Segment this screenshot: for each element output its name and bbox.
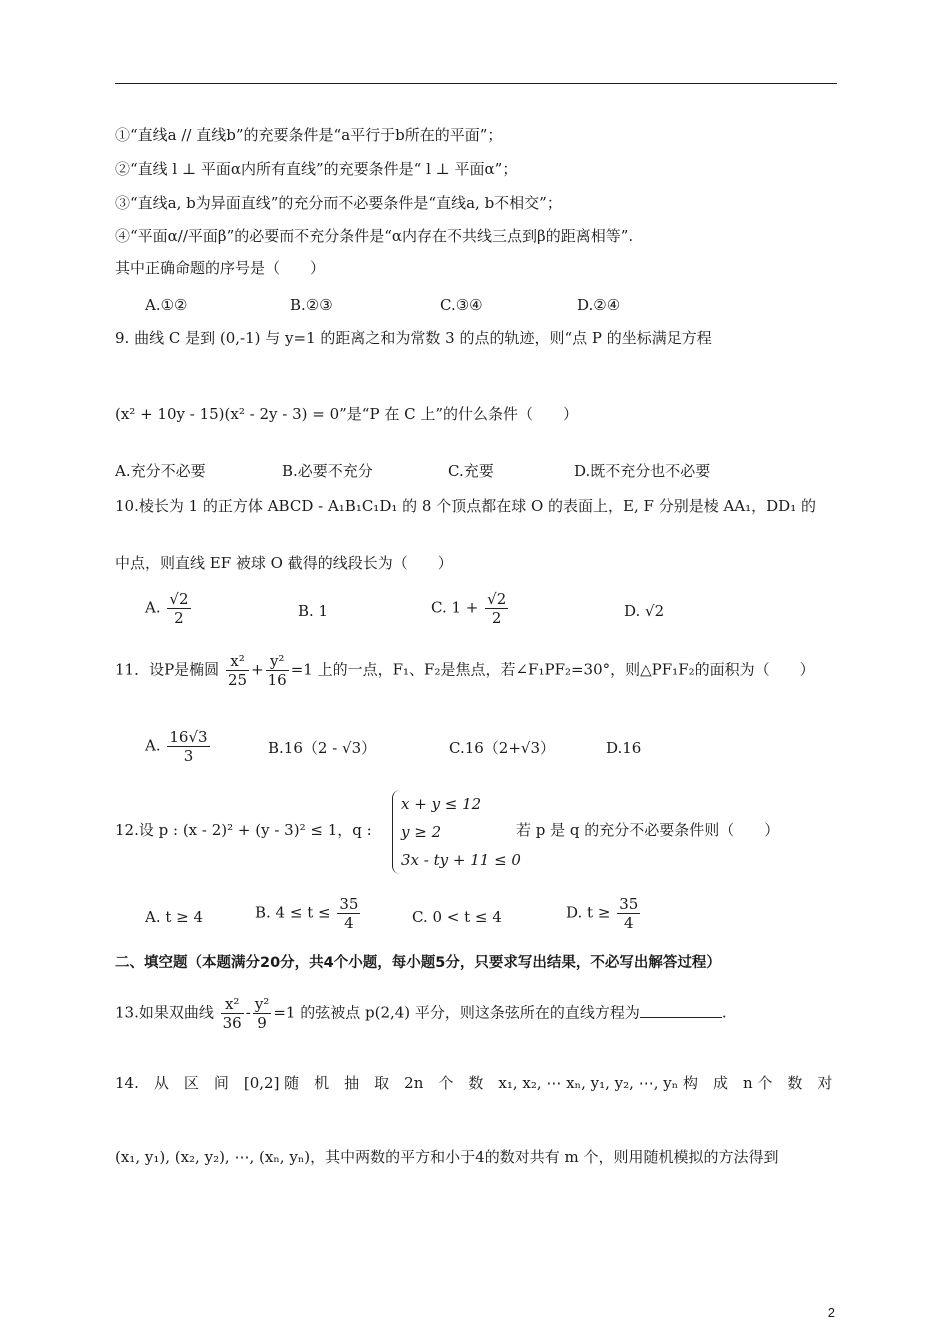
- fraction-numerator: x²: [221, 995, 244, 1014]
- q12-question: 若 p 是 q 的充分不必要条件则（ ）: [516, 821, 780, 839]
- q8-option-b: B.②③: [290, 296, 333, 314]
- q12-option-d-label: D. t ≥: [566, 903, 611, 922]
- q10-option-c: [431, 590, 510, 627]
- q12-option-d: [566, 895, 642, 932]
- fraction-numerator: y²: [266, 652, 289, 671]
- q8-option-d: D.②④: [577, 296, 621, 314]
- statement-1: ①“直线a // 直线b”的充要条件是“a平行于b所在的平面”；: [115, 126, 503, 144]
- fraction-denominator: 2: [491, 609, 502, 627]
- equals-one: =1: [273, 1003, 296, 1022]
- statement-2: ②“直线 l ⊥ 平面α内所有直线”的充要条件是“ l ⊥ 平面α”；: [115, 160, 518, 178]
- q9-option-a: A.充分不必要: [115, 462, 206, 480]
- q10-option-a-fraction: [167, 590, 190, 627]
- q8-option-c: C.③④: [440, 296, 483, 314]
- q13-fraction-x: [221, 995, 244, 1032]
- fraction-denominator: 4: [344, 914, 354, 932]
- fraction-numerator: 35: [339, 895, 359, 913]
- q9-option-b: B.必要不充分: [282, 462, 373, 480]
- fraction-denominator: 3: [183, 747, 194, 765]
- q9-option-c: C.充要: [448, 462, 494, 480]
- q11-fraction-x: [226, 652, 249, 689]
- fraction-denominator: 36: [222, 1014, 242, 1032]
- q12-option-c: C. 0 < t ≤ 4: [412, 908, 502, 926]
- q14-text-1: 14. 从 区 间 [0,2] 随 机 抽 取 2n 个 数 x₁, x₂, ⋯ xₙ, y₁, y₂, ⋯, yₙ 构 成 n 个 数 对: [115, 1074, 833, 1092]
- q8-option-a: A.①②: [145, 296, 188, 314]
- q12-condition-p: 12.设 p : (x - 2)² + (y - 3)² ≤ 1，q :: [115, 821, 372, 839]
- q11-pre: 11．设P是椭圆: [115, 660, 220, 679]
- q13-fraction-y: [253, 995, 272, 1032]
- q11-option-d: D.16: [606, 739, 642, 757]
- q10-text-2: 中点，则直线 EF 被球 O 截得的线段长为（ ）: [115, 554, 453, 572]
- q12-inequality-1: x + y ≤ 12: [401, 795, 482, 813]
- q10-option-c-fraction: [485, 590, 508, 627]
- q9-option-d: D.既不充分也不必要: [574, 462, 711, 480]
- plus-sign: +: [251, 660, 264, 679]
- q11-fraction-y: [266, 652, 289, 689]
- fraction-denominator: 9: [257, 1014, 267, 1032]
- q10-option-a-label: A.: [145, 598, 161, 617]
- q11-option-a-fraction: [167, 728, 209, 765]
- q12-option-b-label: B. 4 ≤ t ≤: [255, 903, 331, 922]
- fraction-numerator: y²: [254, 995, 270, 1013]
- statement-4: ④“平面α//平面β”的必要而不充分条件是“α内存在不共线三点到β的距离相等”.: [115, 227, 634, 245]
- q10-option-d: D. √2: [624, 602, 665, 620]
- q13-post: 的弦被点 p(2,4) 平分，则这条弦所在的直线方程为: [300, 1003, 640, 1022]
- q12-system: [392, 790, 521, 874]
- fraction-numerator: √2: [487, 590, 507, 608]
- fraction-numerator: √2: [169, 590, 189, 608]
- equals-one: =1: [290, 660, 313, 679]
- q14-text-2: (x₁, y₁), (x₂, y₂), ⋯, (xₙ, yₙ)，其中两数的平方和小于4的数对共有 m 个，则用随机模拟的方法得到: [115, 1148, 779, 1166]
- q12-inequality-3: 3x - ty + 11 ≤ 0: [401, 851, 521, 869]
- fraction-numerator: 35: [619, 895, 639, 913]
- q9-text-2: (x² + 10y - 15)(x² - 2y - 3) = 0”是“P 在 C 上”的什么条件（ ）: [115, 405, 579, 423]
- answer-blank[interactable]: [640, 1003, 722, 1018]
- fraction-numerator: x²: [226, 652, 249, 671]
- q10-option-b: B. 1: [298, 602, 329, 620]
- q11-post: 上的一点，F₁、F₂是焦点，若∠F₁PF₂=30°，则△PF₁F₂的面积为（ ）: [317, 660, 815, 679]
- q12-option-b: [255, 895, 362, 932]
- q12-inequality-2: y ≥ 2: [401, 823, 442, 841]
- q12-option-b-fraction: [337, 895, 360, 932]
- statement-3: ③“直线a, b为异面直线”的充分而不必要条件是“直线a, b不相交”；: [115, 194, 562, 212]
- fraction-denominator: 2: [174, 609, 184, 627]
- fraction-denominator: 25: [227, 671, 248, 689]
- q10-option-a: [145, 590, 193, 627]
- q11-option-a-label: A.: [145, 736, 161, 755]
- q8-prompt: 其中正确命题的序号是（ ）: [115, 259, 326, 277]
- fraction-denominator: 4: [623, 914, 634, 932]
- fraction-numerator: 16√3: [169, 728, 208, 746]
- fraction-denominator: 16: [267, 671, 287, 689]
- q9-text-1: 9. 曲线 C 是到 (0,-1) 与 y=1 的距离之和为常数 3 的点的轨迹，则“点 P 的坐标满足方程: [115, 329, 712, 347]
- q11-option-a: [145, 728, 212, 765]
- minus-sign: -: [245, 1003, 251, 1022]
- header-rule: [115, 83, 837, 84]
- q10-option-c-label: C. 1 +: [431, 598, 479, 617]
- q11-option-c: C.16（2+√3）: [449, 739, 556, 757]
- q11-option-b: B.16（2 - √3）: [268, 739, 377, 757]
- q12-option-d-fraction: [617, 895, 640, 932]
- q12-option-a: A. t ≥ 4: [145, 908, 204, 926]
- q10-text-1: 10.棱长为 1 的正方体 ABCD - A₁B₁C₁D₁ 的 8 个顶点都在球 O 的表面上，E, F 分别是棱 AA₁，DD₁ 的: [115, 497, 816, 515]
- page-number: 2: [827, 1305, 835, 1320]
- q13-end: .: [721, 1003, 727, 1022]
- section-2-heading: 二、填空题（本题满分20分，共4个小题，每小题5分，只要求写出结果，不必写出解答过程）: [115, 955, 721, 971]
- q13-pre: 13.如果双曲线: [115, 1003, 214, 1022]
- q11-text: [115, 652, 815, 689]
- q13-text: [115, 995, 727, 1032]
